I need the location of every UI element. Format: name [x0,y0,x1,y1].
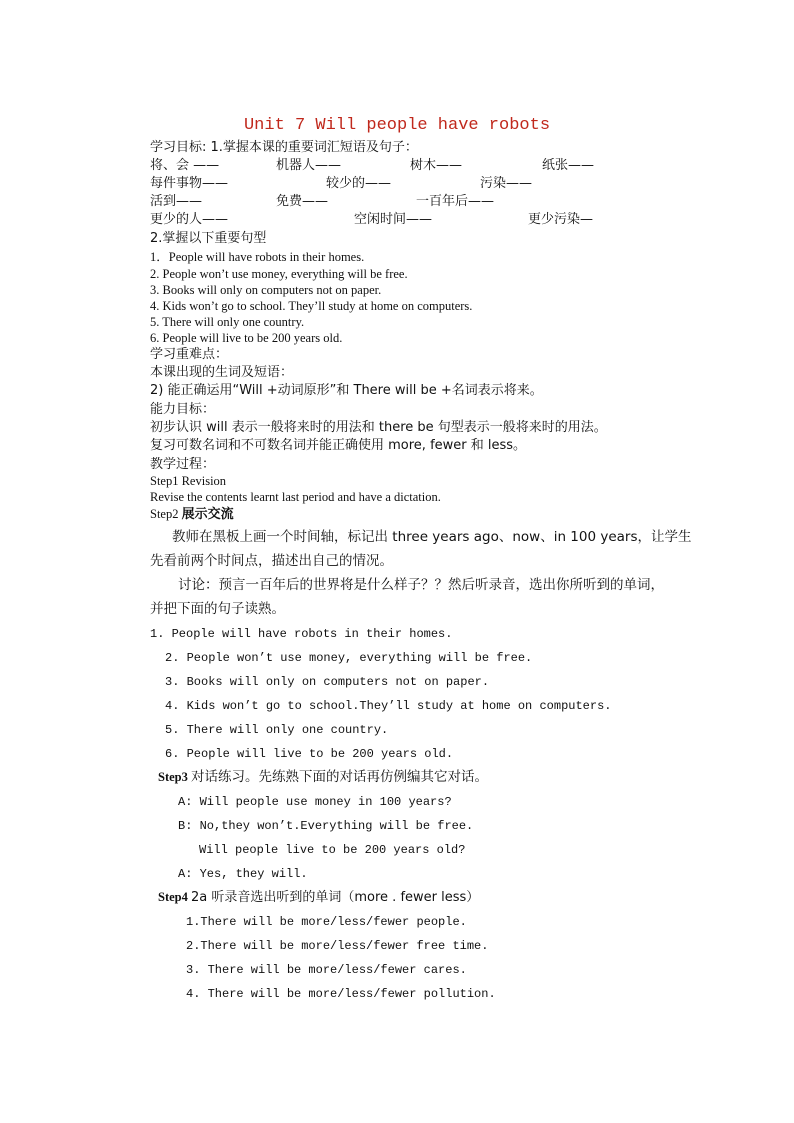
dialogue-line: A: Will people use money in 100 years? [178,795,452,809]
sentence-line: 2. People won’t use money, everything will be free. [165,651,533,665]
sentence-line: 1. People will have robots in their homes. [150,627,453,641]
step2-paragraph: 并把下面的句子读熟。 [150,601,285,617]
step2-label: Step2 [150,507,182,521]
sentence-line: 4. Kids won’t go to school.They’ll study at home on computers. [165,699,612,713]
step4-item: 3. There will be more/less/fewer cares. [186,963,467,977]
step2-title: 展示交流 [181,507,234,522]
ability-heading: 能力目标： [150,402,216,417]
page-title: Unit 7 Will people have robots [243,116,551,135]
step1-text: Revise the contents learnt last period and have a dictation. [150,490,441,504]
dialogue-line: B: No,they won’t.Everything will be free. [178,819,474,833]
vocab-row-3 [150,194,650,210]
vocab-item: 树木—— [410,158,463,173]
vocab-item: 空闲时间—— [354,212,433,227]
pattern-line: 2. People won’t use money, everything will be free. [150,267,408,281]
vocab-row-1 [150,158,650,174]
ability-line: 初步认识 will 表示一般将来时的用法和 there be 句型表示一般将来时的用法。 [150,420,607,435]
dialogue-line: A: Yes, they will. [178,867,308,881]
vocab-item: 一百年后—— [416,194,495,209]
pattern-line: 6. People will live to be 200 years old. [150,331,343,345]
step2-paragraph: 先看前两个时间点，描述出自己的情况。 [150,553,393,569]
vocab-row-2 [150,176,650,192]
sentence-line: 3. Books will only on computers not on paper. [165,675,490,689]
key-points-line: 2) 能正确运用“Will +动词原形”和 There will be +名词表示将来。 [150,383,543,398]
patterns-heading: 2.掌握以下重要句型 [150,231,267,246]
vocab-item: 活到—— [150,194,203,209]
vocab-item: 较少的—— [326,176,392,191]
step2-paragraph: 教师在黑板上画一个时间轴，标记出 three years ago、now、in 100 years，让学生 [172,529,692,545]
step4-item: 4. There will be more/less/fewer pollution. [186,987,496,1001]
vocab-item: 更少的人—— [150,212,229,227]
step3-label: Step3 [158,770,191,784]
pattern-line: 4. Kids won’t go to school. They’ll study at home on computers. [150,299,473,313]
step3-heading [158,769,488,785]
step2-heading [150,506,234,523]
step1-title: Step1 Revision [150,474,227,488]
ability-line: 复习可数名词和不可数名词并能正确使用 more, fewer 和 less。 [150,438,527,453]
vocab-row-4 [150,212,650,228]
vocab-item: 纸张—— [542,158,595,173]
pattern-line: 3. Books will only on computers not on paper. [150,283,382,297]
sentence-line: 6. People will live to be 200 years old. [165,747,454,761]
step4-label: Step4 [158,890,191,904]
vocab-item: 更少污染— [528,212,594,227]
vocab-item: 将、会 —— [150,158,220,173]
sentence-line: 5. There will only one country. [165,723,389,737]
step4-item: 2.There will be more/less/fewer free time. [186,939,489,953]
key-points-line: 本课出现的生词及短语： [150,365,294,380]
vocab-item: 免费—— [276,194,329,209]
pattern-line: 5. There will only one country. [150,315,305,329]
step3-text: 对话练习。先练熟下面的对话再仿例编其它对话。 [191,769,488,785]
step4-item: 1.There will be more/less/fewer people. [186,915,467,929]
dialogue-line: Will people live to be 200 years old? [199,843,466,857]
vocab-item: 污染—— [480,176,533,191]
objectives-heading: 学习目标: 1.掌握本课的重要词汇短语及句子： [150,140,418,155]
step4-heading [158,889,479,906]
vocab-item: 每件事物—— [150,176,229,191]
step4-text: 2a 听录音选出听到的单词（more . fewer less） [191,890,480,905]
vocab-item: 机器人—— [276,158,342,173]
process-heading: 教学过程： [150,457,216,472]
step2-paragraph: 讨论：预言一百年后的世界将是什么样子？？然后听录音，选出你所听到的单词， [178,577,664,593]
pattern-line: 1．People will have robots in their homes. [150,250,365,264]
key-points-heading: 学习重难点： [150,347,229,362]
